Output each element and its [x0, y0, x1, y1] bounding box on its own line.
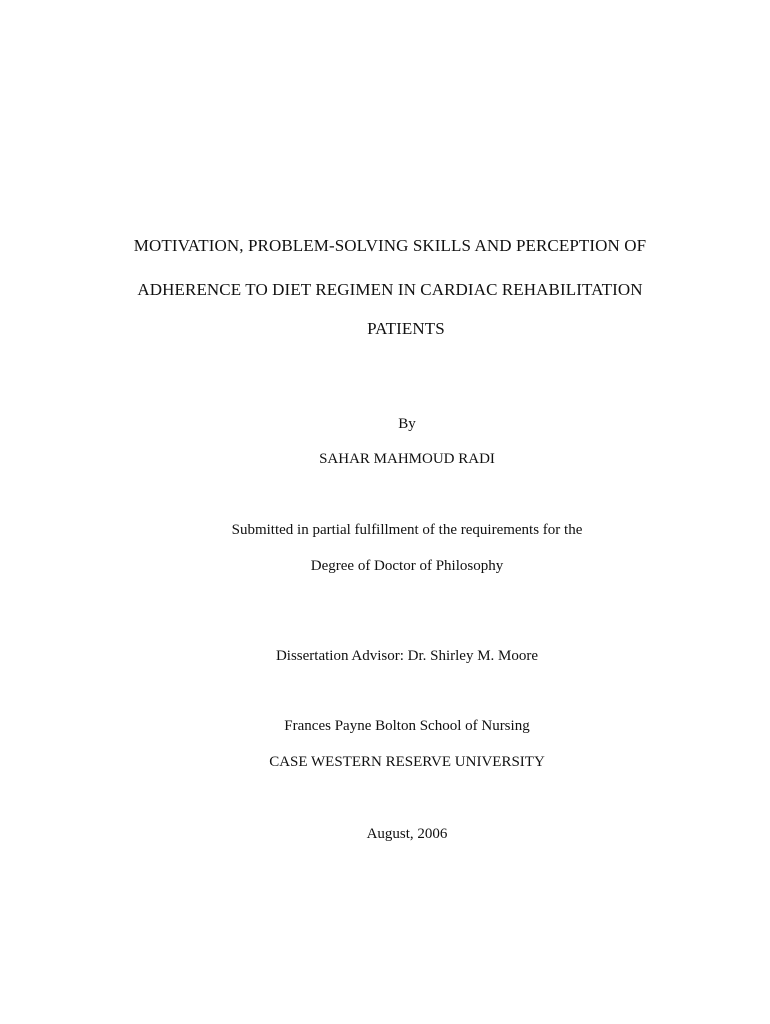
degree-name: Degree of Doctor of Philosophy	[310, 558, 504, 574]
title-line-3: PATIENTS	[367, 319, 445, 338]
title-line-1: MOTIVATION, PROBLEM-SOLVING SKILLS AND PERCEPTION OF	[133, 236, 647, 255]
submission-statement-line-1: Submitted in partial fulfillment of the requirements for the	[231, 522, 583, 538]
title-line-2: ADHERENCE TO DIET REGIMEN IN CARDIAC REHABILITATION	[137, 280, 643, 299]
by-label: By	[398, 416, 416, 432]
university-name: CASE WESTERN RESERVE UNIVERSITY	[269, 754, 545, 770]
school-name: Frances Payne Bolton School of Nursing	[284, 718, 530, 734]
dissertation-advisor: Dissertation Advisor: Dr. Shirley M. Moore	[275, 648, 539, 664]
author-name: SAHAR MAHMOUD RADI	[319, 451, 495, 467]
submission-date: August, 2006	[366, 826, 448, 842]
